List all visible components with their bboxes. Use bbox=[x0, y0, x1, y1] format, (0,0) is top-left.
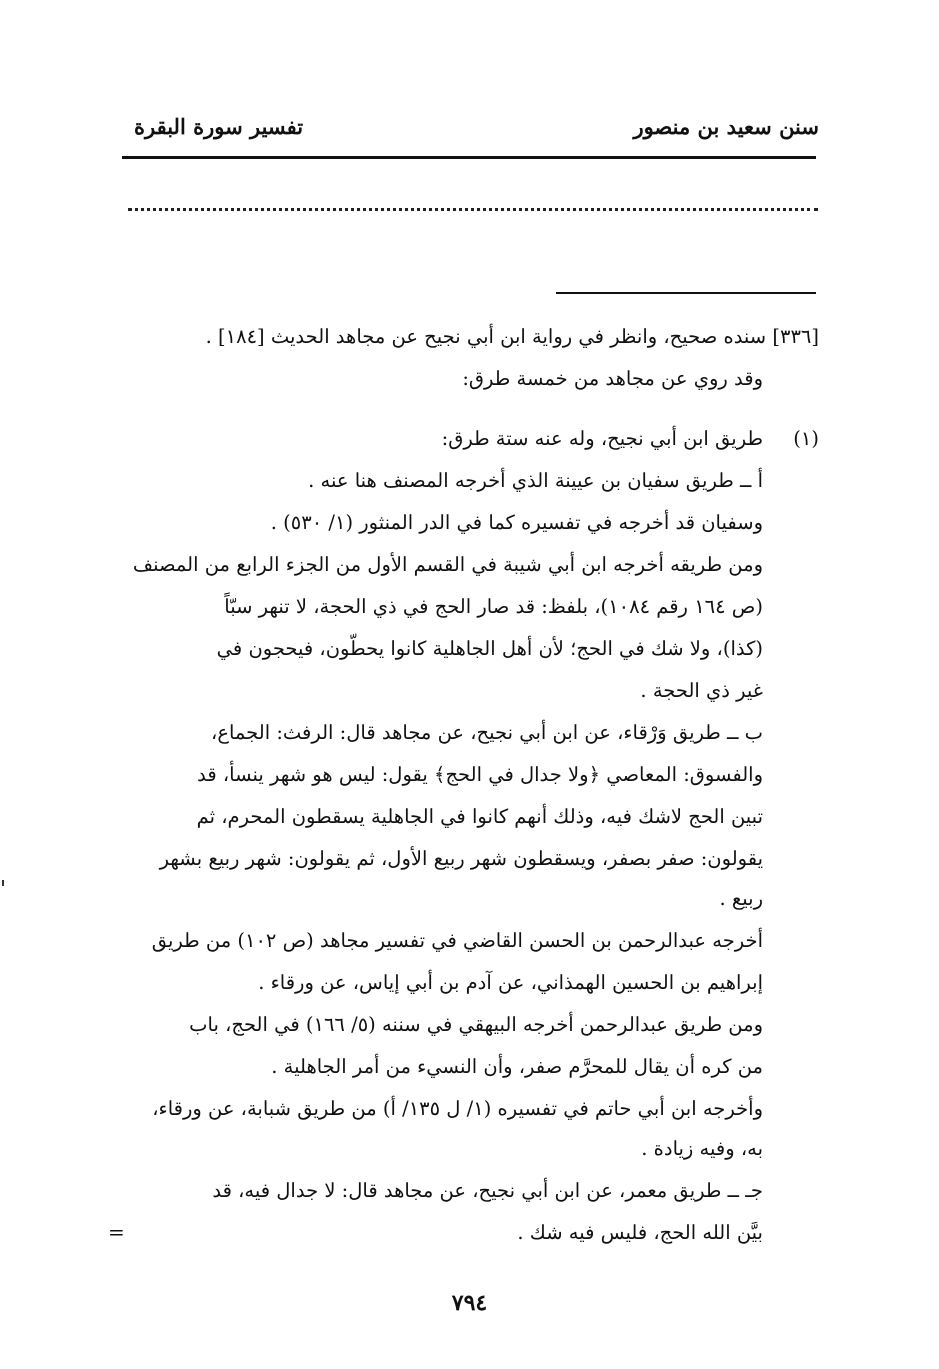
section-title: تفسير سورة البقرة bbox=[134, 114, 304, 139]
book-title: سنن سعيد بن منصور bbox=[633, 114, 819, 139]
footnote-line: وقد روي عن مجاهد من خمسة طرق: bbox=[462, 367, 763, 390]
body-line: (ص ١٦٤ رقم ١٠٨٤)، بلفظ: قد صار الحج في ذي الحجة، لا تنهر سبّاً bbox=[224, 595, 763, 618]
page-number: ٧٩٤ bbox=[451, 1290, 488, 1316]
body-line: ومن طريقه أخرجه ابن أبي شيبة في القسم الأول من الجزء الرابع من المصنف bbox=[132, 553, 763, 576]
footnote-line: [٣٣٦] سنده صحيح، وانظر في رواية ابن أبي نجيح عن مجاهد الحديث [١٨٤] . bbox=[205, 325, 819, 348]
body-line: أ ــ طريق سفيان بن عيينة الذي أخرجه المصنف هنا عنه . bbox=[308, 469, 763, 492]
body-line: (كذا)، ولا شك في الحج؛ لأن أهل الجاهلية كانوا يحطّون، فيحجون في bbox=[216, 637, 763, 660]
body-line: ب ــ طريق وَرْقاء، عن ابن أبي نجيح، عن مجاهد قال: الرفث: الجماع، bbox=[211, 721, 763, 744]
body-line: وأخرجه ابن أبي حاتم في تفسيره (١/ ل ١٣٥/ أ) من طريق شبابة، عن ورقاء، bbox=[152, 1097, 763, 1120]
scan-speck bbox=[2, 880, 4, 886]
body-line: غير ذي الحجة . bbox=[640, 679, 763, 702]
body-line: والفسوق: المعاصي ﴿ولا جدال في الحج﴾ يقول: ليس هو شهر ينسأ، قد bbox=[197, 763, 763, 786]
item-marker: (١) bbox=[793, 427, 819, 450]
body-line: به، وفيه زيادة . bbox=[641, 1137, 763, 1160]
body-line: طريق ابن أبي نجيح، وله عنه ستة طرق: bbox=[441, 427, 763, 450]
body-line: أخرجه عبدالرحمن بن الحسن القاضي في تفسير مجاهد (ص ١٠٢) من طريق bbox=[151, 929, 763, 952]
footnote-rule bbox=[556, 292, 816, 294]
body-line: ربيع . bbox=[719, 887, 763, 910]
header-rule bbox=[122, 156, 816, 159]
body-line: إبراهيم بن الحسين الهمذاني، عن آدم بن أبي إياس، عن ورقاء . bbox=[258, 971, 763, 994]
body-line: ومن طريق عبدالرحمن أخرجه البيهقي في سننه (٥/ ١٦٦) في الحج، باب bbox=[189, 1013, 763, 1036]
body-line: يقولون: صفر بصفر، ويسقطون شهر ربيع الأول، ثم يقولون: شهر ربيع بشهر bbox=[159, 847, 763, 870]
continuation-mark: = bbox=[108, 1220, 125, 1244]
body-line: بيَّن الله الحج، فليس فيه شك . bbox=[517, 1221, 763, 1244]
body-line: وسفيان قد أخرجه في تفسيره كما في الدر المنثور (١/ ٥٣٠) . bbox=[270, 511, 763, 534]
body-line: جـ ــ طريق معمر، عن ابن أبي نجيح، عن مجاهد قال: لا جدال فيه، قد bbox=[212, 1179, 763, 1202]
dotted-separator bbox=[128, 208, 818, 211]
body-line: تبين الحج لاشك فيه، وذلك أنهم كانوا في الجاهلية يسقطون المحرم، ثم bbox=[196, 805, 763, 828]
body-line: من كره أن يقال للمحرَّم صفر، وأن النسيء من أمر الجاهلية . bbox=[271, 1055, 763, 1078]
